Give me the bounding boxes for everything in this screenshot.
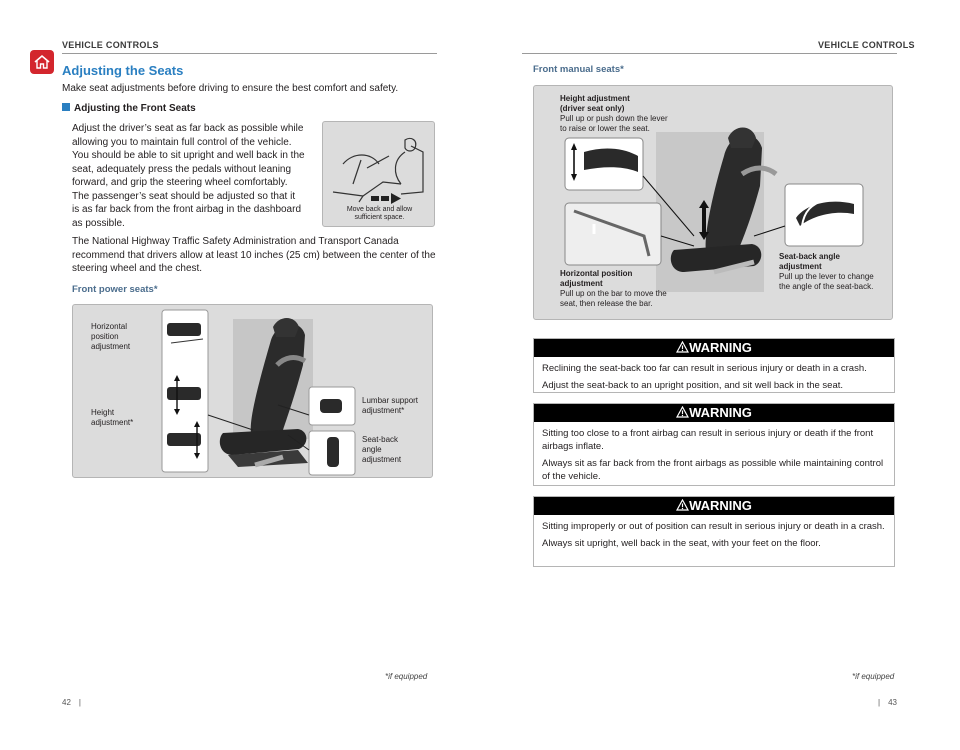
left-header-rule xyxy=(62,53,437,54)
page-title: Adjusting the Seats xyxy=(62,63,184,78)
warning-text: Reclining the seat-back too far can result in serious injury or death in a crash. Adjust the seat-back to an upright position, and sit well back in the seat. xyxy=(542,363,867,391)
warning-box-1 xyxy=(533,338,895,393)
warning-triangle-icon xyxy=(676,406,689,418)
label-horizontal-position: Horizontal position adjustment xyxy=(91,322,131,351)
home-button[interactable] xyxy=(30,50,54,74)
seating-position-figure xyxy=(322,121,435,227)
warning-bar: WARNING xyxy=(534,497,894,515)
warning-bar: WARNING xyxy=(534,404,894,422)
label-height-adjustment: Height adjustment* xyxy=(91,408,134,427)
warning-text: Sitting too close to a front airbag can result in serious injury or death if the front airbags inflate. Always sit as far back from the front airbags as possible while maintaining control of the vehicle. xyxy=(542,428,884,482)
power-seats-caption: Front power seats* xyxy=(72,284,158,295)
left-running-header: VEHICLE CONTROLS xyxy=(62,40,159,50)
left-footnote: *if equipped xyxy=(385,672,428,681)
figure-caption: Move back and allow sufficient space. xyxy=(346,206,413,221)
warning-triangle-icon xyxy=(676,341,689,353)
label-horizontal-position-manual: Horizontal position adjustment Pull up on the bar to move the seat, then release the bar. xyxy=(560,269,667,308)
warning-bar: WARNING xyxy=(534,339,894,357)
warning-box-3 xyxy=(533,496,895,567)
intro-text: Make seat adjustments before driving to ensure the best comfort and safety. xyxy=(62,83,399,94)
label-height-adjustment-manual: Height adjustment (driver seat only) Pull up or push down the lever to raise or lower the seat. xyxy=(560,94,668,133)
left-page-number: 42 | xyxy=(62,698,81,707)
warning-box-2 xyxy=(533,403,895,486)
right-footnote: *if equipped xyxy=(852,672,895,681)
warning-text: Sitting improperly or out of position can result in serious injury or death in a crash. Always sit upright, well back in the seat, with your feet on the floor. xyxy=(542,521,885,549)
right-page-number: | 43 xyxy=(878,698,897,707)
section-marker xyxy=(62,103,70,111)
label-seatback-angle-manual: Seat-back angle adjustment Pull up the lever to change the angle of the seat-back. xyxy=(779,252,874,291)
paragraph-1: Adjust the driver’s seat as far back as possible while allowing you to maintain full control of the vehicle. You should be able to sit upright and well back in the seat, adequately press the pedals without leaning forward, and grip the steering wheel comfortably. The passenger’s seat should be adjusted so that it is as far back from the front airbag in the dashboard as possible. xyxy=(72,123,305,229)
right-running-header: VEHICLE CONTROLS xyxy=(818,40,915,50)
label-seatback-angle: Seat-back angle adjustment xyxy=(362,435,402,464)
subheading: Adjusting the Front Seats xyxy=(62,103,196,114)
warning-triangle-icon xyxy=(676,499,689,511)
home-icon xyxy=(30,50,54,74)
manual-seats-caption: Front manual seats* xyxy=(533,64,624,75)
right-header-rule xyxy=(522,53,897,54)
power-seat-figure xyxy=(72,304,433,478)
manual-seat-figure xyxy=(533,85,893,320)
paragraph-2: The National Highway Traffic Safety Administration and Transport Canada recommend that drivers allow at least 10 inches (25 cm) between the center of the steering wheel and the chest. xyxy=(72,236,436,274)
label-lumbar-support: Lumbar support adjustment* xyxy=(362,396,419,415)
